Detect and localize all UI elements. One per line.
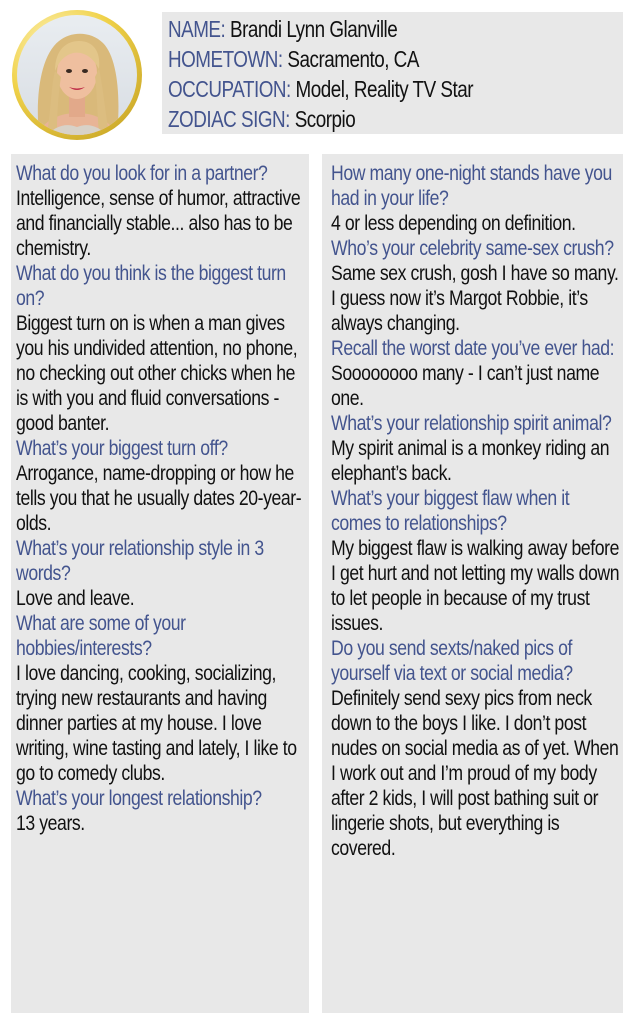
qa-item — [331, 161, 623, 236]
qa-item — [331, 236, 623, 336]
right-qa-column — [322, 154, 623, 1013]
qa-item — [331, 636, 623, 861]
qa-item — [16, 611, 309, 786]
answer: I love dancing, cooking, socializing, trying new restaurants and having dinner parties at my house. I love writing, wine tasting and lately, I like to go to comedy clubs. — [16, 662, 297, 785]
question: What’s your relationship style in 3 words? — [16, 537, 264, 585]
profile-header — [162, 12, 623, 134]
zodiac-row — [168, 104, 536, 134]
qa-item — [331, 486, 623, 636]
question: Who’s your celebrity same-sex crush? — [331, 237, 614, 260]
answer: My biggest flaw is walking away before I get hurt and not letting my walls down to let people in because of my trust issues. — [331, 537, 620, 635]
hometown-row — [168, 44, 536, 74]
name-label: NAME: — [168, 16, 226, 42]
answer: Same sex crush, gosh I have so many. I guess now it’s Margot Robbie, it’s always changing. — [331, 262, 619, 335]
qa-item — [16, 261, 309, 436]
question: What’s your biggest flaw when it comes to relationships? — [331, 487, 570, 535]
occupation-label: OCCUPATION: — [168, 76, 291, 102]
answer: My spirit animal is a monkey riding an elephant’s back. — [331, 437, 610, 485]
qa-item — [16, 786, 309, 836]
question: Recall the worst date you’ve ever had: — [331, 337, 615, 360]
occupation-value: Model, Reality TV Star — [295, 76, 474, 102]
name-row — [168, 14, 536, 44]
zodiac-label: ZODIAC SIGN: — [168, 106, 290, 132]
profile-photo-frame — [12, 10, 142, 140]
answer: Arrogance, name-dropping or how he tells you that he usually dates 20-year-olds. — [16, 462, 302, 535]
hometown-label: HOMETOWN: — [168, 46, 283, 72]
question: What do you think is the biggest turn on? — [16, 262, 286, 310]
answer: 13 years. — [16, 812, 85, 835]
question: What’s your biggest turn off? — [16, 437, 228, 460]
question: What are some of your hobbies/interests? — [16, 612, 186, 660]
question: What’s your relationship spirit animal? — [331, 412, 612, 435]
question: Do you send sexts/naked pics of yourself via text or social media? — [331, 637, 573, 685]
qa-item — [16, 436, 309, 536]
hometown-value: Sacramento, CA — [287, 46, 419, 72]
answer: Soooooooo many - I can’t just name one. — [331, 362, 600, 410]
qa-item — [331, 411, 623, 486]
answer: Love and leave. — [16, 587, 135, 610]
question: What do you look for in a partner? — [16, 162, 268, 185]
question: How many one-night stands have you had in your life? — [331, 162, 612, 210]
answer: Intelligence, sense of humor, attractive and financially stable... also has to be chemistry. — [16, 187, 301, 260]
question: What’s your longest relationship? — [16, 787, 262, 810]
qa-item — [16, 536, 309, 611]
answer: Biggest turn on is when a man gives you his undivided attention, no phone, no checking out other chicks when he is with you and fluid conversations - good banter. — [16, 312, 298, 435]
zodiac-value: Scorpio — [294, 106, 356, 132]
name-value: Brandi Lynn Glanville — [230, 16, 398, 42]
qa-item — [331, 336, 623, 411]
profile-photo — [17, 15, 137, 135]
answer: Definitely send sexy pics from neck down to the boys I like. I don’t post nudes on social media as of yet. When I work out and I’m proud of my body after 2 kids, I will post bathing suit or lingerie shots, but everything is covered. — [331, 687, 619, 860]
qa-item — [16, 161, 309, 261]
portrait-image — [17, 15, 137, 135]
left-qa-column — [11, 154, 309, 1013]
answer: 4 or less depending on definition. — [331, 212, 576, 235]
occupation-row — [168, 74, 536, 104]
